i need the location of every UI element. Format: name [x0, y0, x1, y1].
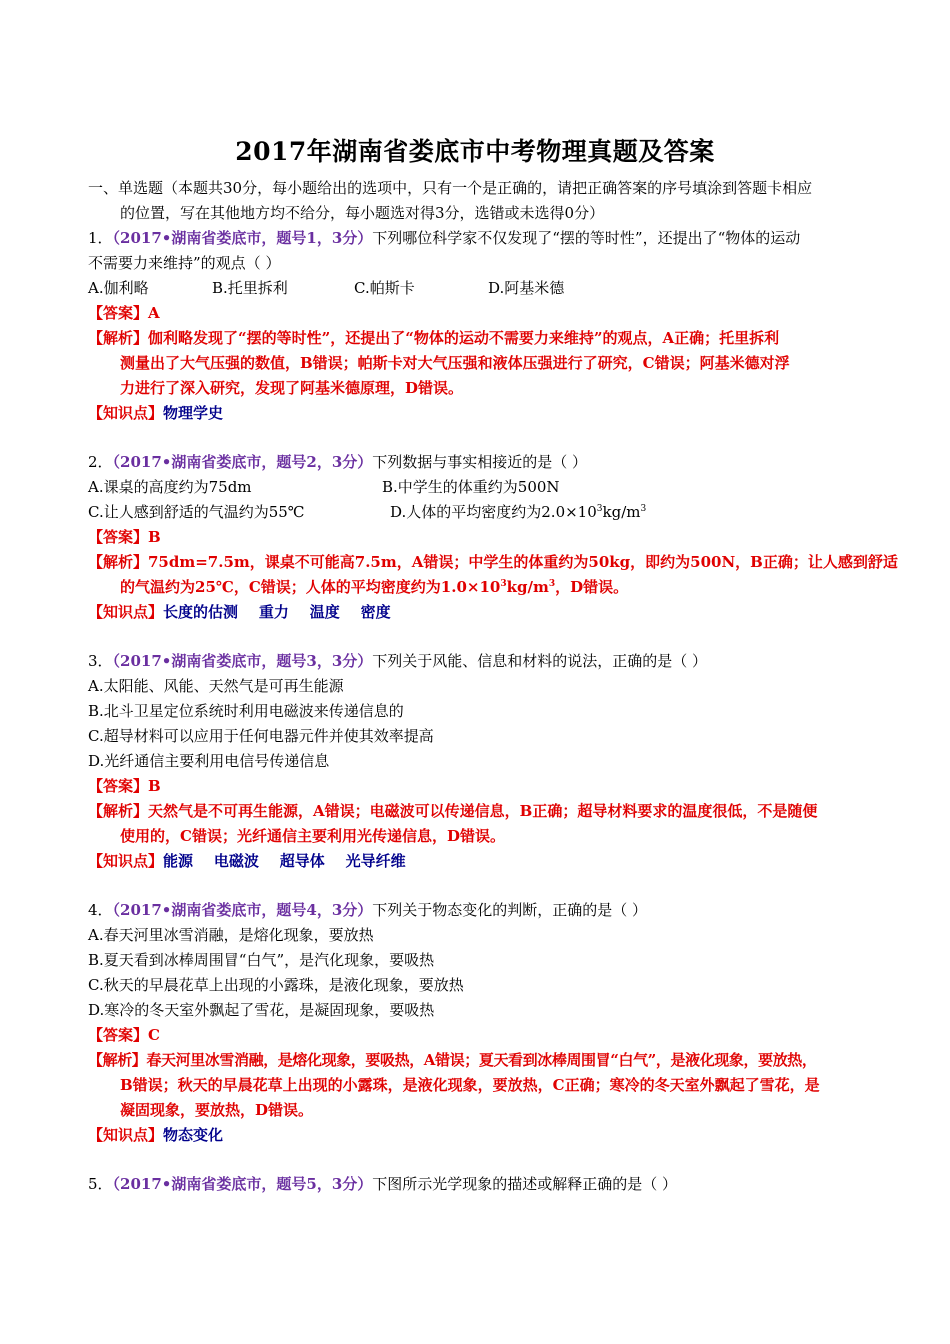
question-3-knowledge-point	[88, 851, 878, 871]
option-d: D.寒冷的冬天室外飘起了雪花，是凝固现象，要吸热	[88, 1001, 435, 1019]
question-1-stem-cont: 不需要力来维持”的观点（ ）	[88, 254, 281, 272]
question-source: （2017•湖南省娄底市，题号2，3分）	[112, 453, 373, 471]
knowledge-label: 【知识点】	[88, 404, 164, 422]
option-a: A.课桌的高度约为75dm	[88, 478, 252, 496]
option-a: A.春天河里冰雪消融，是熔化现象，要放热	[88, 926, 374, 944]
question-1-explanation: 【解析】伽利略发现了“摆的等时性”，还提出了“物体的运动不需要力来维持”的观点，A正确；托里拆利	[88, 329, 780, 347]
question-number: 5．	[88, 1175, 113, 1193]
option-a: A.伽利略	[88, 279, 149, 297]
option-c: C.让人感到舒适的气温约为55℃	[88, 503, 305, 521]
question-2-stem	[88, 452, 878, 472]
question-4-knowledge-point	[88, 1125, 878, 1145]
question-source: （2017•湖南省娄底市，题号4，3分）	[112, 901, 373, 919]
knowledge-text: 长度的估测 重力 温度 密度	[163, 603, 391, 621]
question-1-options	[88, 278, 878, 298]
question-source: （2017•湖南省娄底市，题号1，3分）	[112, 229, 373, 247]
question-source: （2017•湖南省娄底市，题号5，3分）	[112, 1175, 373, 1193]
question-2-explanation-cont: 的气温约为25℃，C错误；人体的平均密度约为$1.0\times 10^3kg/m^3$，D错误。	[120, 578, 629, 596]
document-title: 2017年湖南省娄底市中考物理真题及答案	[235, 137, 715, 166]
knowledge-text: 物理学史	[163, 404, 224, 422]
option-b: B.中学生的体重约为500N	[382, 478, 560, 496]
option-a: A.太阳能、风能、天然气是可再生能源	[88, 677, 344, 695]
option-b: B.夏天看到冰棒周围冒“白气”，是汽化现象，要吸热	[88, 951, 435, 969]
question-number: 3．	[88, 652, 113, 670]
question-4-stem	[88, 900, 878, 920]
question-text: 下列关于物态变化的判断，正确的是（ ）	[372, 901, 648, 919]
question-text: 下列关于风能、信息和材料的说法，正确的是（ ）	[372, 652, 708, 670]
question-number: 4．	[88, 901, 113, 919]
question-text: 下列哪位科学家不仅发现了“摆的等时性”，还提出了“物体的运动	[372, 229, 801, 247]
knowledge-text: 能源 电磁波 超导体 光导纤维	[163, 852, 406, 870]
question-2-options-row1	[88, 477, 878, 497]
knowledge-label: 【知识点】	[88, 603, 164, 621]
option-d: D.光纤通信主要利用电信号传递信息	[88, 752, 330, 770]
section-heading-line2: 的位置，写在其他地方均不给分，每小题选对得3分，选错或未选得0分）	[120, 204, 605, 222]
knowledge-label: 【知识点】	[88, 1126, 164, 1144]
question-number: 1．	[88, 229, 113, 247]
option-d: D.人体的平均密度约为$2.0\times 10^3kg/m^3$	[390, 503, 647, 521]
question-text: 下列数据与事实相接近的是（ ）	[372, 453, 588, 471]
question-2-answer: 【答案】B	[88, 528, 161, 546]
question-4-explanation: 【解析】春天河里冰雪消融，是熔化现象，要吸热，A错误；夏天看到冰棒周围冒“白气”，是液化现象，要放热，	[88, 1051, 817, 1069]
question-1-knowledge-point	[88, 403, 878, 423]
question-3-explanation-cont: 使用的，C错误；光纤通信主要利用光传递信息，D错误。	[120, 827, 505, 845]
option-b: B.北斗卫星定位系统时利用电磁波来传递信息的	[88, 702, 404, 720]
option-c: C.超导材料可以应用于任何电器元件并使其效率提高	[88, 727, 434, 745]
question-1-stem	[88, 228, 878, 248]
question-2-knowledge-point	[88, 602, 878, 622]
question-number: 2．	[88, 453, 113, 471]
question-4-explanation-cont: B错误；秋天的早晨花草上出现的小露珠，是液化现象，要放热，C正确；寒冷的冬天室外飘起了雪花，是	[120, 1076, 820, 1094]
knowledge-text: 物态变化	[163, 1126, 224, 1144]
question-1-explanation-cont: 力进行了深入研究，发现了阿基米德原理，D错误。	[120, 379, 464, 397]
question-3-stem	[88, 651, 878, 671]
question-4-answer: 【答案】C	[88, 1026, 160, 1044]
question-2-options-row2	[88, 502, 878, 522]
question-3-answer: 【答案】B	[88, 777, 161, 795]
knowledge-label: 【知识点】	[88, 852, 164, 870]
option-b: B.托里拆利	[212, 279, 288, 297]
question-text: 下图所示光学现象的描述或解释正确的是（ ）	[372, 1175, 678, 1193]
question-1-explanation-cont: 测量出了大气压强的数值，B错误；帕斯卡对大气压强和液体压强进行了研究，C错误；阿基米德对浮	[120, 354, 790, 372]
option-c: C.秋天的早晨花草上出现的小露珠，是液化现象，要放热	[88, 976, 464, 994]
question-3-explanation: 【解析】天然气是不可再生能源，A错误；电磁波可以传递信息，B正确；超导材料要求的温度很低，不是随便	[88, 802, 818, 820]
question-1-answer: 【答案】A	[88, 304, 160, 322]
section-heading-line1: 一、单选题（本题共30分，每小题给出的选项中，只有一个是正确的，请把正确答案的序号填涂到答题卡相应	[88, 179, 813, 197]
question-source: （2017•湖南省娄底市，题号3，3分）	[112, 652, 373, 670]
option-d: D.阿基米德	[488, 279, 565, 297]
question-5-stem	[88, 1174, 878, 1194]
question-4-explanation-cont: 凝固现象，要放热，D错误。	[120, 1101, 314, 1119]
option-c: C.帕斯卡	[354, 279, 415, 297]
question-2-explanation: 【解析】75dm=7.5m，课桌不可能高7.5m，A错误；中学生的体重约为50kg，即约为500N，B正确；让人感到舒适	[88, 553, 898, 571]
